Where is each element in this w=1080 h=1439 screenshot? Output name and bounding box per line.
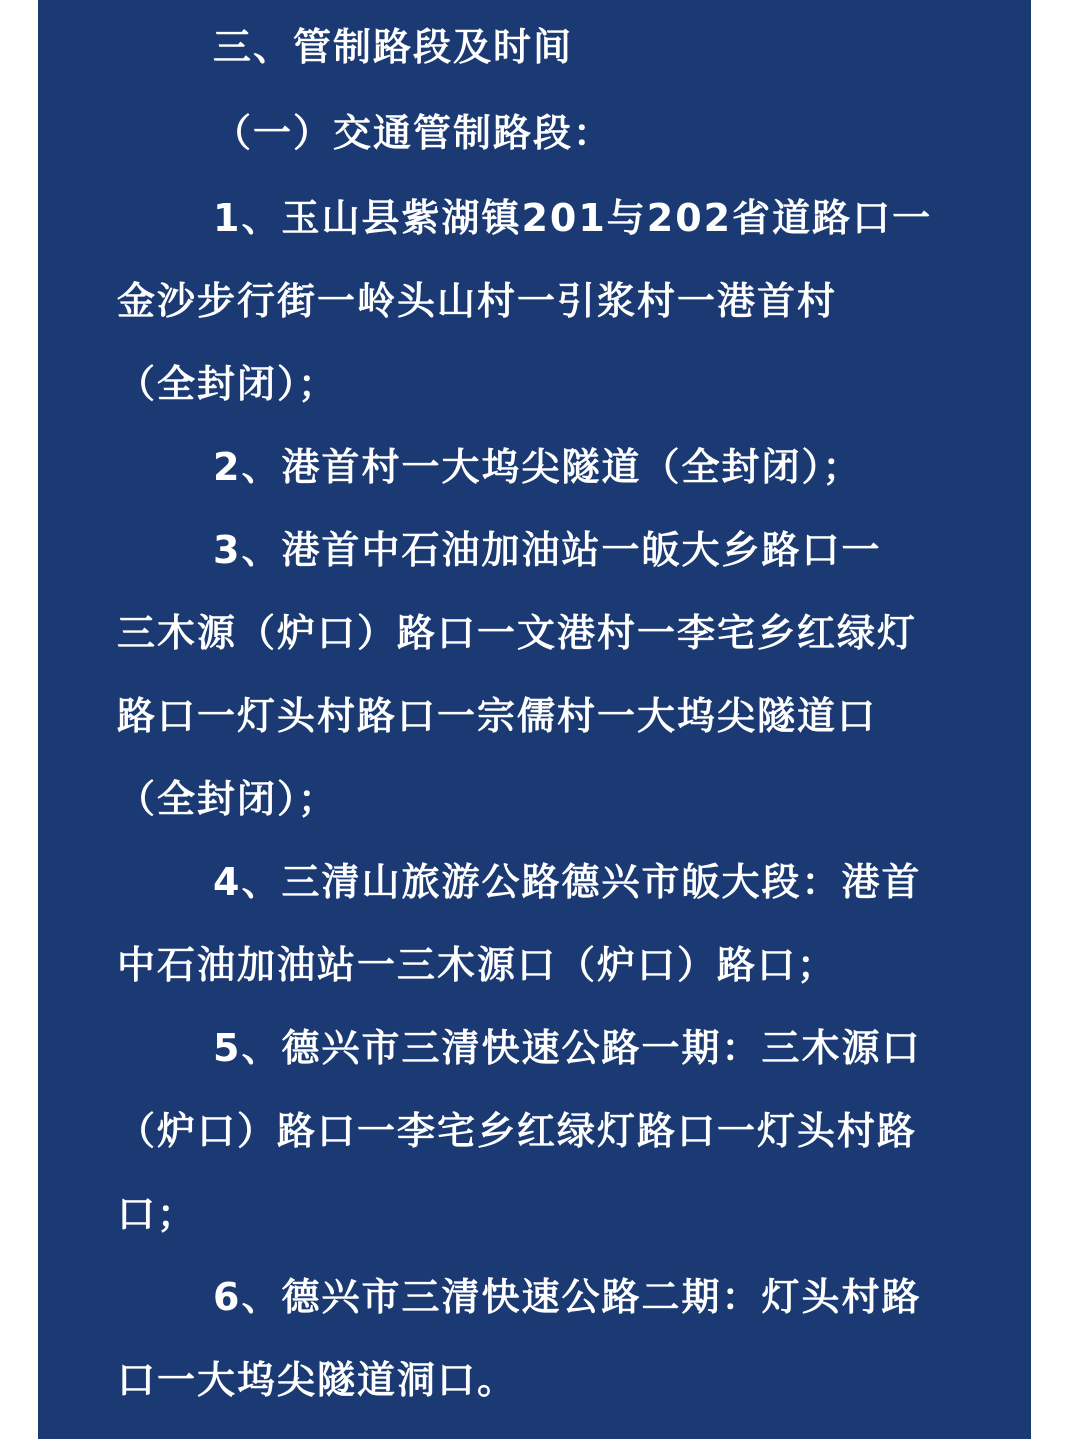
- item-1-line-2: 金沙步行街一岭头山村一引浆村一港首村: [117, 279, 838, 323]
- section-heading: 三、管制路段及时间: [213, 25, 574, 69]
- item-5-line-3: 口；: [117, 1192, 198, 1236]
- item-4-line-1: 4、三清山旅游公路德兴市皈大段：港首: [213, 860, 922, 904]
- item-6-line-2: 口一大坞尖隧道洞口。: [117, 1358, 518, 1402]
- item-5-line-1: 5、德兴市三清快速公路一期：三木源口: [213, 1026, 922, 1070]
- item-3-line-3: 路口一灯头村路口一宗儒村一大坞尖隧道口: [117, 694, 878, 738]
- item-1-line-1: 1、玉山县紫湖镇201与202省道路口一: [213, 196, 933, 240]
- item-5-line-2: （炉口）路口一李宅乡红绿灯路口一灯头村路: [117, 1109, 918, 1153]
- section-subheading: （一）交通管制路段：: [213, 111, 614, 155]
- item-3-line-1: 3、港首中石油加油站一皈大乡路口一: [213, 528, 882, 572]
- item-3-line-4: （全封闭）；: [117, 777, 339, 821]
- item-6-line-1: 6、德兴市三清快速公路二期：灯头村路: [213, 1275, 922, 1319]
- item-3-line-2: 三木源（炉口）路口一文港村一李宅乡红绿灯: [117, 611, 918, 655]
- item-4-line-2: 中石油加油站一三木源口（炉口）路口；: [117, 943, 838, 987]
- item-2-line-1: 2、港首村一大坞尖隧道（全封闭）；: [213, 445, 863, 489]
- item-1-line-3: （全封闭）；: [117, 362, 339, 406]
